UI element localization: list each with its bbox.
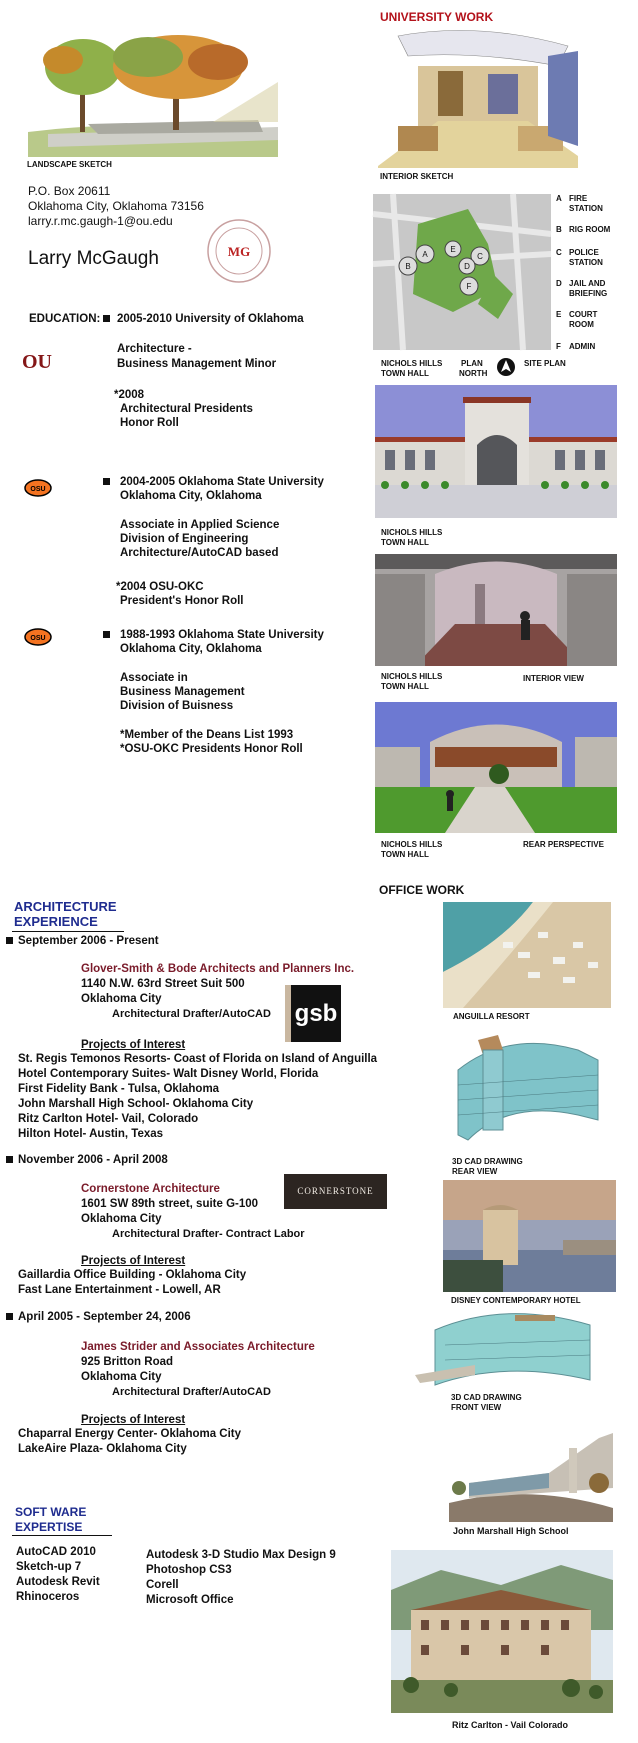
software-heading-1: SOFT WARE: [15, 1505, 87, 1519]
rear-perspective-render: [375, 702, 617, 833]
job1-dates: September 2006 - Present: [18, 935, 159, 947]
svg-text:OSU: OSU: [30, 635, 46, 642]
job1-project: First Fidelity Bank - Tulsa, Oklahoma: [18, 1083, 220, 1095]
heading-underline: [12, 931, 124, 932]
job1-project: Hilton Hotel- Austin, Texas: [18, 1128, 164, 1140]
job2-dates: November 2006 - April 2008: [18, 1154, 168, 1166]
edu3-line2: Associate in: [120, 672, 188, 684]
legend-key: F: [556, 342, 561, 351]
software-item: Photoshop CS3: [146, 1564, 232, 1576]
bullet: [103, 315, 110, 322]
ritz-caption: Ritz Carlton - Vail Colorado: [452, 1720, 569, 1730]
svg-text:OU: OU: [22, 351, 52, 373]
legend-key: E: [556, 310, 562, 319]
job2-address: 1601 SW 89th street, suite G-100: [81, 1198, 259, 1210]
job3-projects-heading: Projects of Interest: [81, 1414, 186, 1426]
ou-logo-icon: [24, 348, 50, 374]
svg-text:A: A: [422, 250, 428, 259]
job1-firm: Glover-Smith & Bode Architects and Planners Inc.: [81, 963, 355, 975]
bullet: [103, 631, 110, 638]
email[interactable]: larry.r.mc.gaugh-1@ou.edu: [28, 214, 173, 228]
job2-projects-heading: Projects of Interest: [81, 1255, 186, 1267]
render2-caption-1: NICHOLS HILLS: [381, 672, 443, 681]
edu2-line2: Associate in Applied Science: [120, 519, 280, 531]
education-label: EDUCATION:: [29, 313, 101, 325]
job1-project: St. Regis Temonos Resorts- Coast of Florida on Island of Anguilla: [18, 1053, 378, 1065]
edu2-line4: Architecture/AutoCAD based: [120, 547, 279, 559]
software-item: Sketch-up 7: [16, 1561, 82, 1573]
john-marshall-caption: John Marshall High School: [453, 1526, 569, 1536]
render3-caption-2: TOWN HALL: [381, 850, 429, 859]
heading-underline: [12, 1535, 112, 1536]
edu1-line3: *2008: [114, 389, 145, 401]
job1-project: John Marshall High School- Oklahoma City: [18, 1098, 254, 1110]
software-item: Corell: [146, 1579, 179, 1591]
interior-view-render: [375, 554, 617, 666]
job2-city: Oklahoma City: [81, 1213, 162, 1225]
town-hall-render: [375, 385, 617, 518]
john-marshall-image: [449, 1428, 613, 1522]
edu1-title: 2005-2010 University of Oklahoma: [117, 313, 304, 325]
legend-label: FIRE: [569, 194, 588, 203]
edu3-title: 1988-1993 Oklahoma State University: [120, 629, 324, 641]
bullet: [6, 937, 13, 944]
job2-role: Architectural Drafter- Contract Labor: [112, 1228, 305, 1240]
gsb-logo: gsb: [285, 985, 341, 1042]
legend-label: BRIEFING: [569, 289, 608, 298]
software-item: Microsoft Office: [146, 1594, 234, 1606]
experience-heading-1: ARCHITECTURE: [14, 899, 117, 914]
job1-address: 1140 N.W. 63rd Street Suit 500: [81, 978, 245, 990]
edu3-line4: Division of Buisness: [120, 700, 234, 712]
site-plan-label: SITE PLAN: [524, 359, 566, 368]
job2-project: Fast Lane Entertainment - Lowell, AR: [18, 1284, 221, 1296]
job3-firm: James Strider and Associates Architecture: [81, 1341, 315, 1353]
legend-label: JAIL AND: [569, 279, 606, 288]
bullet: [103, 478, 110, 485]
edu2-title: 2004-2005 Oklahoma State University: [120, 476, 324, 488]
legend-label: POLICE: [569, 248, 599, 257]
landscape-sketch: [28, 22, 278, 157]
university-work-heading: UNIVERSITY WORK: [380, 10, 494, 24]
ou-seal-logo: [206, 218, 272, 284]
job3-address: 925 Britton Road: [81, 1356, 174, 1368]
disney-hotel-image: [443, 1180, 616, 1292]
anguilla-caption: ANGUILLA RESORT: [453, 1012, 530, 1021]
cornerstone-logo: CORNERSTONE: [284, 1174, 387, 1209]
anguilla-resort-image: [443, 902, 611, 1008]
render2-caption-2: TOWN HALL: [381, 682, 429, 691]
edu2-line6: President's Honor Roll: [120, 595, 244, 607]
full-name: Larry McGaugh: [28, 248, 159, 269]
software-item: Autodesk Revit: [16, 1576, 100, 1588]
osu-logo-icon: [24, 627, 52, 647]
job3-project: Chaparral Energy Center- Oklahoma City: [18, 1428, 242, 1440]
edu1-line2: Business Management Minor: [117, 358, 277, 370]
experience-heading-2: EXPERIENCE: [14, 914, 98, 929]
job1-project: Hotel Contemporary Suites- Walt Disney World, Florida: [18, 1068, 319, 1080]
svg-text:E: E: [450, 245, 456, 254]
job2-firm: Cornerstone Architecture: [81, 1183, 220, 1195]
software-heading-2: EXPERTISE: [15, 1520, 83, 1534]
edu3-line3: Business Management: [120, 686, 245, 698]
job3-dates: April 2005 - September 24, 2006: [18, 1311, 191, 1323]
north-label: NORTH: [459, 369, 488, 378]
seal-text: MG: [227, 244, 251, 259]
legend-label: RIG ROOM: [569, 225, 611, 234]
interior-sketch: [378, 26, 578, 168]
edu2-line1: Oklahoma City, Oklahoma: [120, 490, 262, 502]
svg-text:F: F: [466, 282, 472, 291]
job2-project: Gaillardia Office Building - Oklahoma City: [18, 1269, 247, 1281]
cad2-caption-1: 3D CAD DRAWING: [451, 1393, 522, 1402]
software-item: Autodesk 3-D Studio Max Design 9: [146, 1549, 336, 1561]
edu3-line1: Oklahoma City, Oklahoma: [120, 643, 262, 655]
legend-key: A: [556, 194, 562, 203]
render1-caption-2: TOWN HALL: [381, 538, 429, 547]
legend-label: ROOM: [569, 320, 594, 329]
job1-project: Ritz Carlton Hotel- Vail, Colorado: [18, 1113, 199, 1125]
address-line-1: P.O. Box 20611: [28, 184, 111, 198]
site-plan-caption-1: NICHOLS HILLS: [381, 359, 443, 368]
edu1-line1: Architecture -: [117, 343, 192, 355]
cad-rear-view-image: [448, 1030, 608, 1152]
legend-label: COURT: [569, 310, 598, 319]
software-item: AutoCAD 2010: [16, 1546, 96, 1558]
site-plan-map: [373, 194, 551, 350]
site-plan-caption-2: TOWN HALL: [381, 369, 429, 378]
job1-role: Architectural Drafter/AutoCAD: [112, 1008, 271, 1020]
cad1-caption-1: 3D CAD DRAWING: [452, 1157, 523, 1166]
render1-caption-1: NICHOLS HILLS: [381, 528, 443, 537]
svg-text:B: B: [405, 262, 411, 271]
svg-text:C: C: [477, 252, 483, 261]
ritz-carlton-image: [391, 1550, 613, 1713]
bullet: [6, 1313, 13, 1320]
plan-label: PLAN: [461, 359, 483, 368]
address-line-2: Oklahoma City, Oklahoma 73156: [28, 199, 204, 213]
render3-caption-1: NICHOLS HILLS: [381, 840, 443, 849]
render3-view: REAR PERSPECTIVE: [523, 840, 604, 849]
legend-label: STATION: [569, 258, 603, 267]
edu3-line6: *OSU-OKC Presidents Honor Roll: [120, 743, 303, 755]
render2-view: INTERIOR VIEW: [523, 674, 584, 683]
job3-role: Architectural Drafter/AutoCAD: [112, 1386, 271, 1398]
legend-key: C: [556, 248, 562, 257]
cad2-caption-2: FRONT VIEW: [451, 1403, 502, 1412]
job1-projects-heading: Projects of Interest: [81, 1039, 186, 1051]
svg-text:OSU: OSU: [30, 486, 46, 493]
legend-key: D: [556, 279, 562, 288]
edu2-line5: *2004 OSU-OKC: [116, 581, 204, 593]
landscape-caption: LANDSCAPE SKETCH: [27, 160, 112, 169]
legend-key: B: [556, 225, 562, 234]
cad1-caption-2: REAR VIEW: [452, 1167, 498, 1176]
interior-caption: INTERIOR SKETCH: [380, 172, 454, 181]
north-arrow-icon: [496, 357, 516, 377]
disney-caption: DISNEY CONTEMPORARY HOTEL: [451, 1296, 581, 1305]
job1-city: Oklahoma City: [81, 993, 162, 1005]
edu2-line3: Division of Engineering: [120, 533, 249, 545]
svg-text:D: D: [464, 262, 470, 271]
job3-project: LakeAire Plaza- Oklahoma City: [18, 1443, 187, 1455]
edu1-line4: Architectural Presidents: [120, 403, 253, 415]
office-work-heading: OFFICE WORK: [379, 883, 465, 897]
osu-logo-icon: [24, 478, 52, 498]
software-item: Rhinoceros: [16, 1591, 80, 1603]
legend-label: ADMIN: [569, 342, 596, 351]
bullet: [6, 1156, 13, 1163]
cad-front-view-image: [415, 1305, 601, 1390]
legend-label: STATION: [569, 204, 603, 213]
edu1-line5: Honor Roll: [120, 417, 179, 429]
edu3-line5: *Member of the Deans List 1993: [120, 729, 294, 741]
job3-city: Oklahoma City: [81, 1371, 162, 1383]
